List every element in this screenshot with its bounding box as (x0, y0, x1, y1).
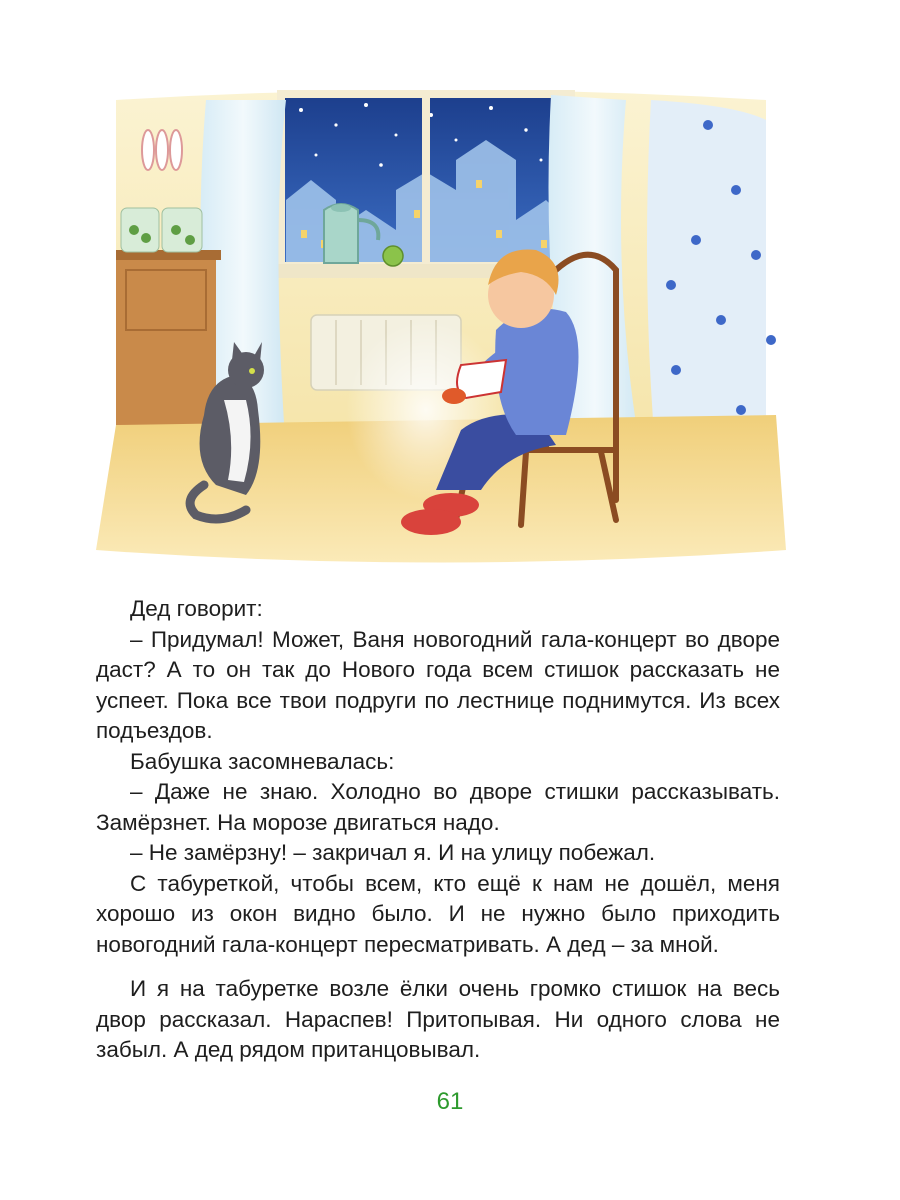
paragraph: Бабушка засомневалась: (130, 748, 395, 774)
paragraph: И я на табуретке возле ёлки очень громко стишок на весь двор рассказал. Нараспев! Притопывая. Ни одного слова не забыл. А дед рядом пританцовывал. (96, 976, 780, 1062)
illustration-boy-on-chair-with-cat (96, 80, 786, 570)
wallpaper-right (647, 100, 766, 460)
jars (121, 208, 202, 252)
cabinet (116, 250, 221, 425)
paragraph: Дед говорит: (130, 596, 263, 621)
paragraph: – Даже не знаю. Холодно во дворе стишки рассказывать. Замёрзнет. На морозе двигаться надо. (96, 779, 780, 835)
window (266, 94, 586, 278)
paragraph: – Не замёрзну! – закричал я. И на улицу побежал. (130, 840, 656, 865)
paragraph: – Придумал! Может, Ваня новогодний гала-концерт во дворе даст? А то он так до Нового года всем стишок рассказать не успеет. Пока все твои подруги по лестнице поднимутся. Из всех подъездов. (96, 626, 780, 743)
plates (142, 130, 182, 170)
story-text (96, 594, 780, 1066)
apple (383, 246, 403, 266)
paragraph: С табуреткой, чтобы всем, кто ещё к нам не дошёл, меня хорошо из окон видно было. И не нужно было приходить новогодний гала-концерт пересматривать. А дед – за мной. (96, 870, 780, 957)
page-number: 61 (436, 1088, 464, 1115)
